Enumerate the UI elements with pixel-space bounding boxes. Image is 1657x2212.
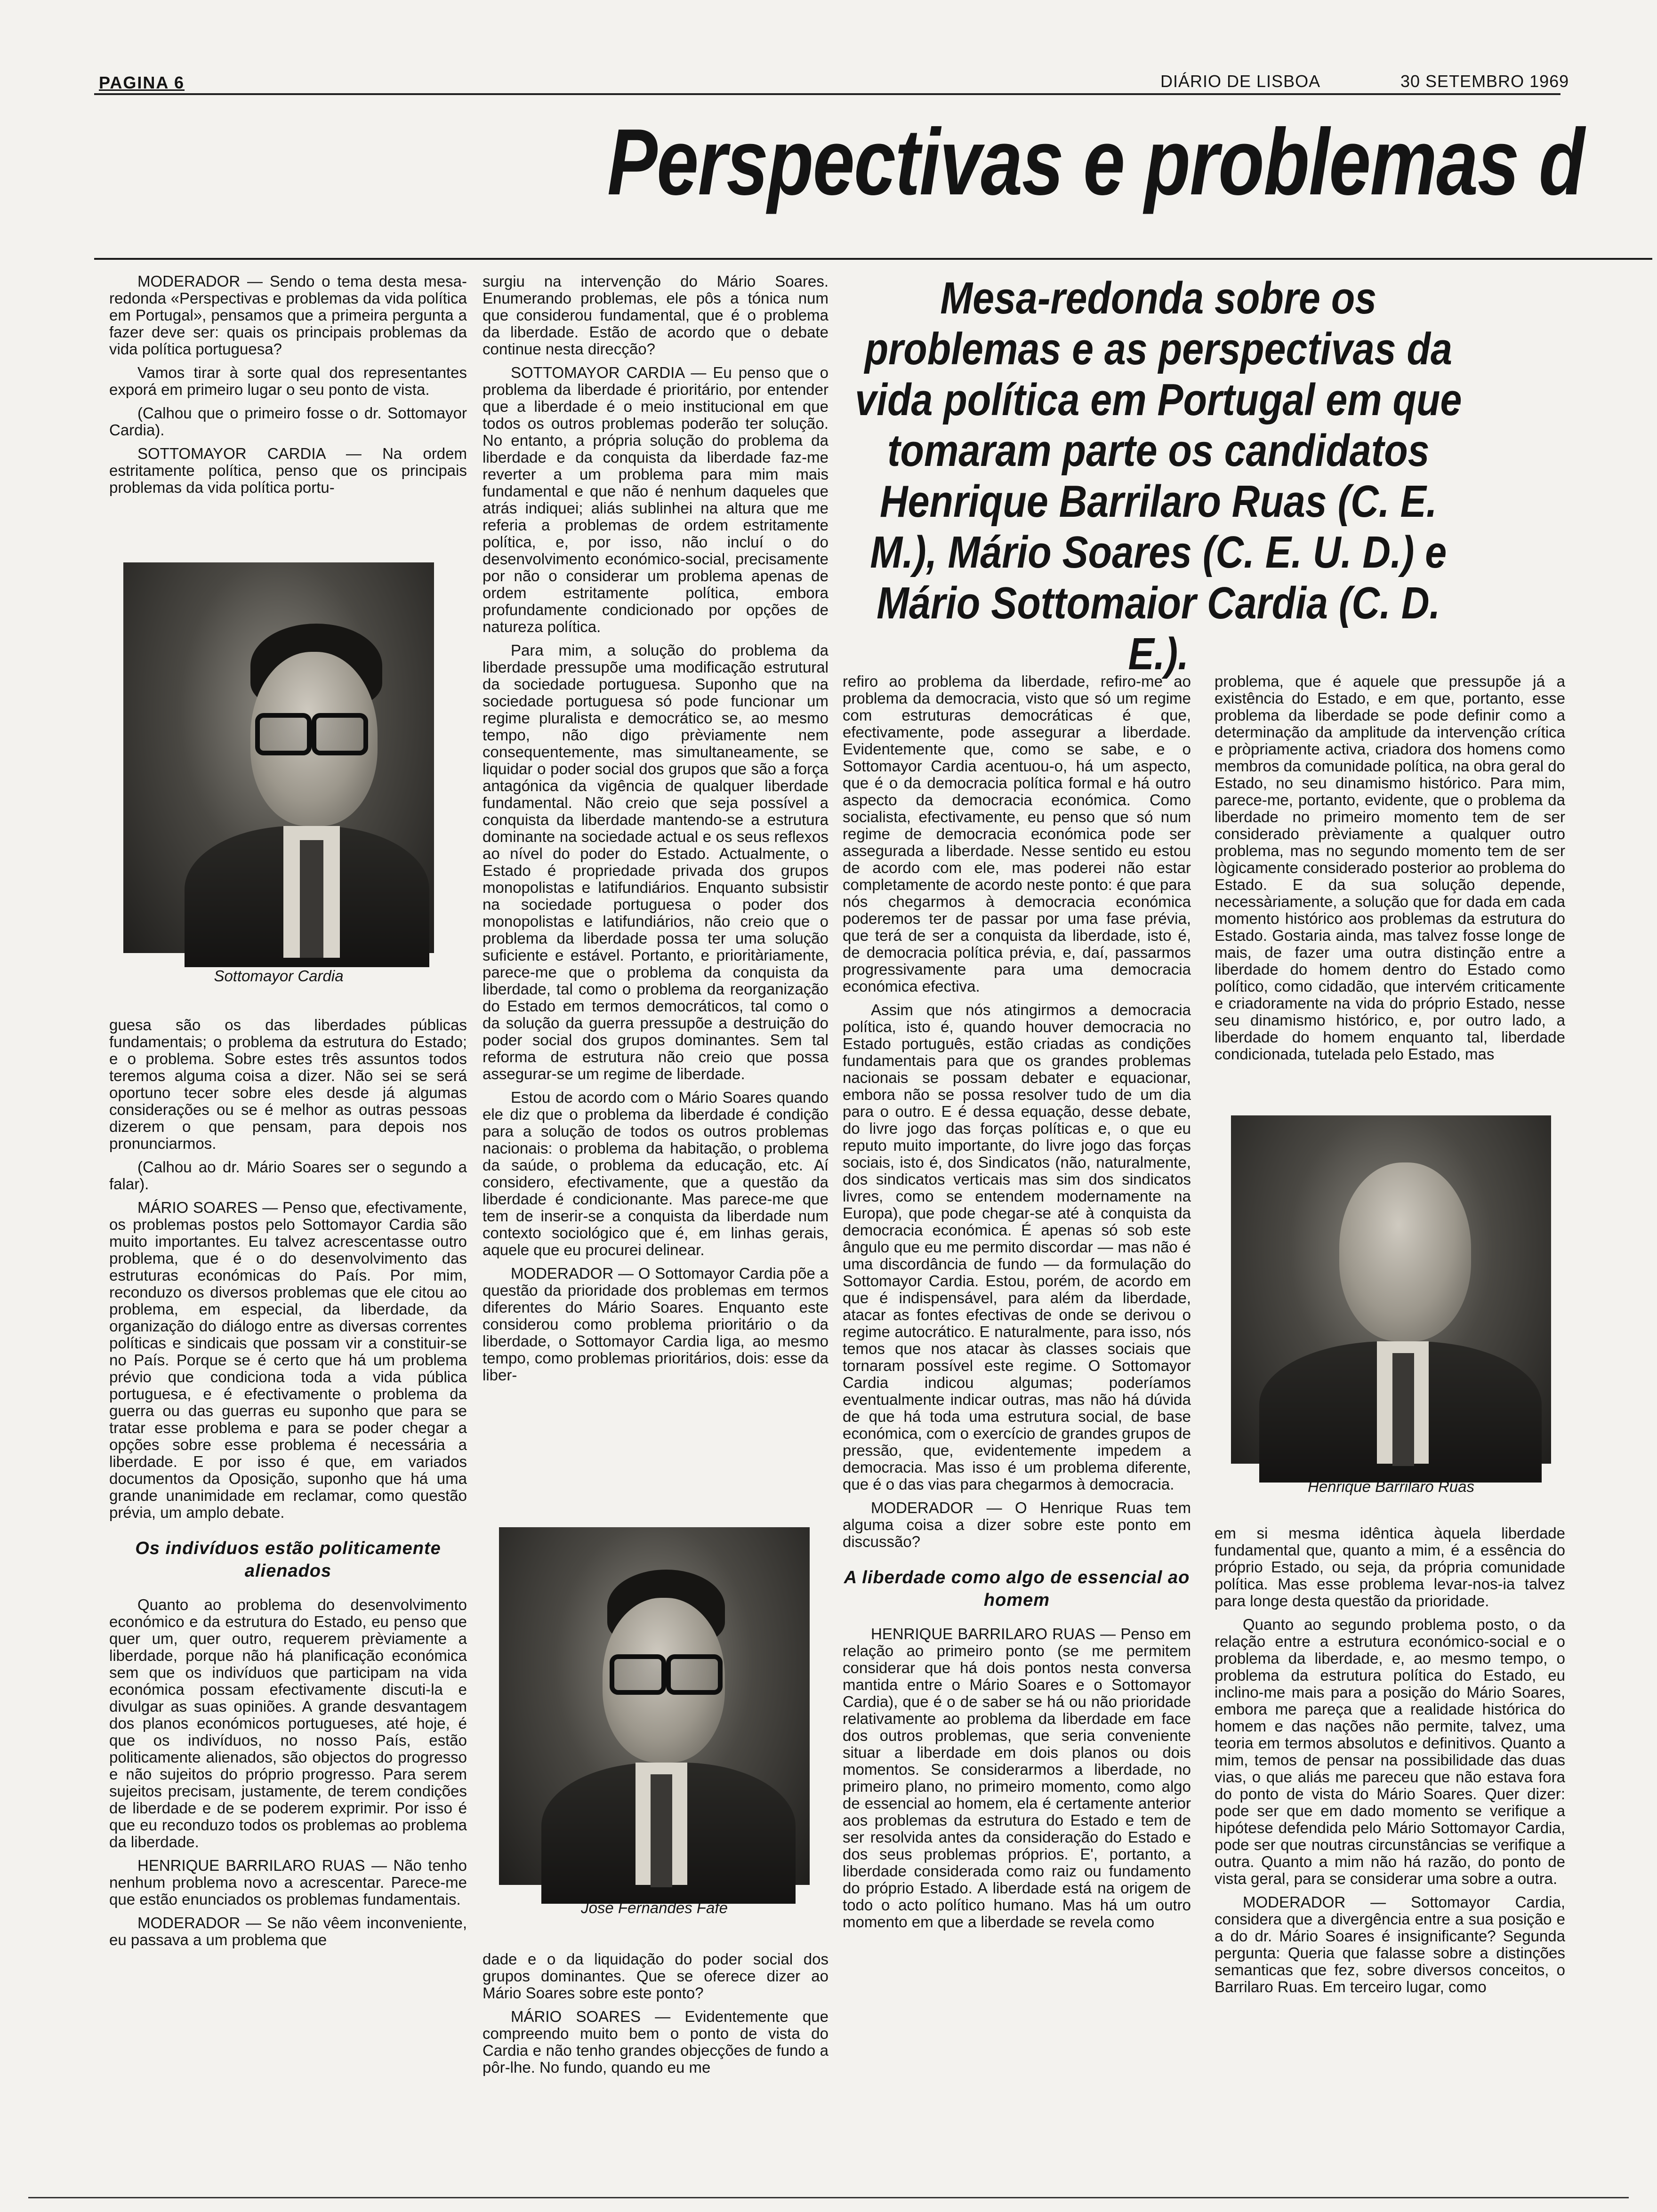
paragraph: MODERADOR — Sendo o tema desta mesa-redonda «Perspectivas e problemas da vida política em Portugal», pensamos que a primeira pergunta a fazer deve ser: quais os principais problemas da vida política portuguesa? xyxy=(109,272,467,358)
photo-jose-fernandes-fafe xyxy=(499,1527,810,1885)
paragraph: HENRIQUE BARRILARO RUAS — Penso em relação ao primeiro ponto (se me permitem considerar que há dois pontos nesta conversa mantida entre o Mário Soares e o Sottomayor Cardia), que é o de saber se há ou não prioridade relativamente ao problema da liberdade em face dos outros problemas, que seria conveniente situar a liberdade em dois planos ou dois momentos. Se considerarmos a liberdade, no primeiro plano, no primeiro momento, como algo de essencial ao homem, ela é certamente anterior aos problemas da estrutura do Estado e tem de ser resolvida antes da consideração do Estado e dos seus problemas próprios. E', portanto, a liberdade considerada como raiz ou fundamento do próprio Estado. A liberdade está na origem de todo o acto político humano. Mas há um outro momento em que a liberdade se revela como xyxy=(843,1625,1191,1931)
tie xyxy=(1392,1353,1414,1466)
paragraph: Para mim, a solução do problema da liberdade pressupõe uma modificação estrutural da sociedade portuguesa. Suponho que na sociedade portuguesa só pode funcionar um regime pluralista e democrático se, ao mesmo tempo, não digo prèviamente nem consequentemente, mas simultaneamente, se liquidar o poder social dos grupos que são a força antagónica da vigência de qualquer liberdade fundamental. Não creio que seja possível a conquista da liberdade mantendo-se a estrutura dominante na sociedade actual e os seus reflexos ao nível do poder do Estado. Actualmente, o Estado é propriedade privada dos grupos monopolistas e latifundiários. Enquanto subsistir na sociedade portuguesa o poder dos monopolistas e latifundiários, não creio que o problema da liberdade possa ter uma solução suficiente e estável. Portanto, e prioritàriamente, parece-me que o problema da conquista da liberdade, tal como o problema da reorganização do Estado em termos democráticos, tal como o da solução da guerra pressupõe a destruição do poder social dos grupos dominantes. Sem tal reforma de estrutura não creio que possa assegurar-se um regime de liberdade. xyxy=(483,641,828,1082)
paragraph: (Calhou ao dr. Mário Soares ser o segundo a falar). xyxy=(109,1158,467,1193)
column-3 xyxy=(843,673,1191,1937)
paragraph: surgiu na intervenção do Mário Soares. Enumerando problemas, ele pôs a tónica num que considerou fundamental, que é o problema da liberdade. Estão de acordo que o debate continue nesta direcção? xyxy=(483,272,828,358)
column-1-bottom xyxy=(109,1017,467,1955)
paragraph: guesa são os das liberdades públicas fundamentais; o problema da estrutura do Estado; e o problema. Sobre estes três assuntos todos teremos alguma coisa a dizer. Não sei se será oportuno tecer sobre eles desde já algumas considerações ou se é melhor as outras pessoas dizerem o que pensam, para depois nos pronunciarmos. xyxy=(109,1016,467,1152)
title-rule xyxy=(94,258,1652,260)
column-2-bottom xyxy=(483,1951,828,2083)
photo-caption: Sottomayor Cardia xyxy=(214,967,344,985)
paragraph: MODERADOR — O Henrique Ruas tem alguma coisa a dizer sobre este ponto em discussão? xyxy=(843,1499,1191,1550)
paragraph: Estou de acordo com o Mário Soares quando ele diz que o problema da liberdade é condição para a solução de todos os outros problemas nacionais: o problema da habitação, o problema da saúde, o problema da educação, etc. Aí considero, efectivamente, que a questão da liberdade é condicionante. Mas parece-me que tem de inserir-se a conquista da liberdade num contexto sociológico que é, em linhas gerais, aquele que eu procurei delinear. xyxy=(483,1089,828,1258)
photo-caption: José Fernandes Fafe xyxy=(581,1899,728,1916)
tie xyxy=(651,1774,672,1887)
header-rule xyxy=(94,93,1560,95)
paragraph: MÁRIO SOARES — Evidentemente que compreendo muito bem o ponto de vista do Cardia e não tenho grandes objecções de fundo a pôr-lhe. No fundo, quando eu me xyxy=(483,2008,828,2076)
column-2-top xyxy=(483,273,828,1390)
column-1-top xyxy=(109,273,467,503)
issue-date: 30 SETEMBRO 1969 xyxy=(1400,72,1569,91)
page-label: PAGINA 6 xyxy=(99,73,185,92)
paragraph: Quanto ao segundo problema posto, o da relação entre a estrutura económico-social e o problema da liberdade, e, ao mesmo tempo, o problema da estrutura política do Estado, eu inclino-me mais para a posição do Mário Soares, embora me pareça que a realidade histórica do homem e das nações não permite, talvez, uma teoria em termos absolutos e definitivos. Quanto a mim, temos de pensar na possibilidade das duas vias, o que aliás me pareceu que não estava fora do ponto de vista do Mário Soares. Quer dizer: pode ser que em dado momento se verifique a hipótese defendida pelo Mário Sottomayor Cardia, pode ser que noutras circunstâncias se verifique a outra. Quanto a mim não há razão, do ponto de vista geral, para se considerar uma sobre a outra. xyxy=(1215,1616,1565,1887)
paragraph: refiro ao problema da liberdade, refiro-me ao problema da democracia, visto que só um regime com estruturas democráticas é que, efectivamente, pode assegurar a liberdade. Evidentemente que, como se sabe, e o Sottomayor Cardia acentuou-o, há um aspecto, que é o da democracia política formal e há outro aspecto da democracia económica. Como socialista, efectivamente, eu penso que só num regime de democracia económica pode ser assegurada a liberdade. Nesse sentido eu estou de acordo com ele, mas poderei não estar completamente de acordo neste ponto: é que para nós chegarmos à democracia económica poderemos ter de passar por uma fase prévia, que terá de ser a conquista da liberdade, isto é, de democracia política prévia, e, daí, passarmos progressivamente para uma democracia económica efectiva. xyxy=(843,673,1191,995)
page-headline: Perspectivas e problemas d xyxy=(607,110,1584,215)
bottom-rule xyxy=(28,2197,1629,2198)
photo-sottomayor-cardia xyxy=(123,562,434,953)
paragraph: problema, que é aquele que pressupõe já a existência do Estado, e em que, portanto, esse problema da liberdade se pode definir como a determinação da amplitude da intervenção crítica e pròpriamente activa, criadora dos homens como membros da comunidade política, na obra geral do Estado, no seu dinamismo histórico. Para mim, parece-me, portanto, evidente, que o problema da liberdade no primeiro momento tem de ser considerado prèviamente a qualquer outro problema, mas no segundo momento tem de ser lògicamente considerado posterior ao problema do Estado. E da sua solução depende, necessàriamente, a solução que for dada em cada momento histórico aos problemas da estrutura do Estado. Gostaria ainda, mas talvez fosse longe de mais, de fazer uma outra distinção entre a liberdade do homem dentro do Estado como político, como cidadão, que intervém criticamente e criadoramente na vida do próprio Estado, nesse seu dinamismo histórico, e, por outro lado, a liberdade do homem enquanto tal, liberdade condicionada, tutelada pelo Estado, mas xyxy=(1215,673,1565,1063)
paragraph: SOTTOMAYOR CARDIA — Na ordem estritamente política, penso que os principais problemas da vida política portu- xyxy=(109,445,467,496)
section-heading: Os indivíduos estão politicamente alienados xyxy=(135,1539,441,1581)
glasses-right xyxy=(312,713,368,755)
paragraph: Vamos tirar à sorte qual dos representantes exporá em primeiro lugar o seu ponto de vista. xyxy=(109,364,467,398)
paragraph: Quanto ao problema do desenvolvimento económico e da estrutura do Estado, eu penso que quer um, quer outro, requerem prèviamente a liberdade, porque não há planificação económica sem que os indivíduos que participam na vida económica possam efectivamente discuti-la e divulgar as suas opiniões. A grande desvantagem dos planos económicos portugueses, até hoje, é que os indivíduos, no nosso País, estão politicamente alienados, são objectos do progresso e não sujeitos do próprio progresso. Para serem sujeitos precisam, justamente, de terem condições de liberdade e de se poderem exprimir. Por isso é que eu reconduzo todos os problemas ao problema da liberdade. xyxy=(109,1596,467,1851)
photo-caption: Henrique Barrilaro Ruas xyxy=(1308,1478,1474,1495)
paragraph: HENRIQUE BARRILARO RUAS — Não tenho nenhum problema novo a acrescentar. Parece-me que estão enunciados os problemas fundamentais. xyxy=(109,1857,467,1908)
paragraph: em si mesma idêntica àquela liberdade fundamental que, quanto a mim, é a essência do próprio Estado, ou seja, da própria comunidade política. Mas esse problema levar-nos-ia talvez para longe desta questão da prioridade. xyxy=(1215,1524,1565,1610)
paragraph: dade e o da liquidação do poder social dos grupos dominantes. Que se oferece dizer ao Mário Soares sobre este ponto? xyxy=(483,1950,828,2002)
newspaper-name: DIÁRIO DE LISBOA xyxy=(1160,72,1321,91)
section-heading: A liberdade como algo de essencial ao homem xyxy=(844,1568,1190,1610)
paragraph: (Calhou que o primeiro fosse o dr. Sottomayor Cardia). xyxy=(109,404,467,439)
paragraph: MODERADOR — O Sottomayor Cardia põe a questão da prioridade dos problemas em termos diferentes do Mário Soares. Enquanto este considerou como problema prioritário o da liberdade, o Sottomayor Cardia liga, ao mesmo tempo, como problemas prioritários, dois: esse da liber- xyxy=(483,1265,828,1384)
photo-henrique-barrilaro-ruas xyxy=(1231,1115,1551,1464)
article-subtitle: Mesa-redonda sobre os problemas e as perspectivas da vida política em Portugal em que tomaram parte os candidatos Henrique Barrilaro Ruas (C. E. M.), Mário Soares (C. E. U. D.) e Mário Sottomaior Cardia (C. D. E.). xyxy=(855,273,1462,679)
paragraph: MODERADOR — Se não vêem inconveniente, eu passava a um problema que xyxy=(109,1914,467,1948)
glasses-right xyxy=(666,1654,723,1695)
paragraph: SOTTOMAYOR CARDIA — Eu penso que o problema da liberdade é prioritário, por entender que a liberdade é o meio institucional em que todos os outros problemas poderão ter solução. No entanto, a própria solução do problema da liberdade e da conquista da liberdade faz-me reverter a um problema para mim mais fundamental e que não é nenhum daqueles que atrás indiquei; aliás sublinhei na altura que me referia a problemas de ordem estritamente política, e, por isso, não incluí o do desenvolvimento económico-social, precisamente por não o considerar um problema apenas de ordem estritamente política, embora profundamente condicionado por opções de natureza política. xyxy=(483,364,828,635)
paragraph: MÁRIO SOARES — Penso que, efectivamente, os problemas postos pelo Sottomayor Cardia são muito importantes. Eu talvez acrescentasse outro problema, que é o do desenvolvimento das estruturas económicas do País. Por mim, reconduzo os diversos problemas que ele citou ao problema, em especial, da liberdade, da organização do diálogo entre as diversas correntes políticas e sindicais que possam vir a constituir-se no País. Porque se é certo que há um problema prévio que condiciona toda a vida pública portuguesa, e é efectivamente o problema da guerra ou das guerras eu suponho que para se tratar esse problema e para se poder chegar a opções sobre esse problema é necessária a liberdade. E por isso é que, em variados documentos da Oposição, suponho que há uma grande unanimidade em reclamar, como questão prévia, um amplo debate. xyxy=(109,1199,467,1521)
glasses-left xyxy=(255,713,312,755)
glasses-left xyxy=(610,1654,666,1695)
face xyxy=(1339,1162,1471,1341)
tie xyxy=(300,840,323,958)
column-4-top xyxy=(1215,673,1565,1069)
paragraph: Assim que nós atingirmos a democracia política, isto é, quando houver democracia no Estado português, estão criadas as condições fundamentais para que os grandes problemas nacionais se possam debater e equacionar, embora não se possa resolver tudo de um dia para o outro. E é dessa equação, desse debate, do livre jogo das forças políticas e, o que eu reputo muito importante, do livre jogo das forças sociais, isto é, dos Sindicatos (não, naturalmente, dos sindicatos verticais mas sim dos sindicatos livres, como se entendem modernamente na Europa), que pode chegar-se até à conquista da democracia económica. É apenas só sob este ângulo que eu me permito discordar — mas não é uma discordância de fundo — da formulação do Sottomayor Cardia. Estou, porém, de acordo em que é indispensável, para além da liberdade, atacar as fontes efectivas de onde se derivou o regime autocrático. E naturalmente, para isso, nós temos que nos atacar às classes sociais que tornaram possível este regime. O Sottomayor Cardia indicou algumas; poderíamos eventualmente indicar outras, mas não há dúvida de que há toda uma estrutura social, de base económica, com o exercício de grandes grupos de pressão, que, evidentemente impedem a democracia. Mas isso é um problema diferente, que é o das vias para chegarmos à democracia. xyxy=(843,1001,1191,1493)
paragraph: MODERADOR — Sottomayor Cardia, considera que a divergência entre a sua posição e a do dr. Mário Soares é insignificante? Segunda pergunta: Queria que falasse sobre a distinções semanticas que fez, sobre diversos conceitos, o Barrilaro Ruas. Em terceiro lugar, como xyxy=(1215,1893,1565,1996)
column-4-bottom xyxy=(1215,1525,1565,2002)
